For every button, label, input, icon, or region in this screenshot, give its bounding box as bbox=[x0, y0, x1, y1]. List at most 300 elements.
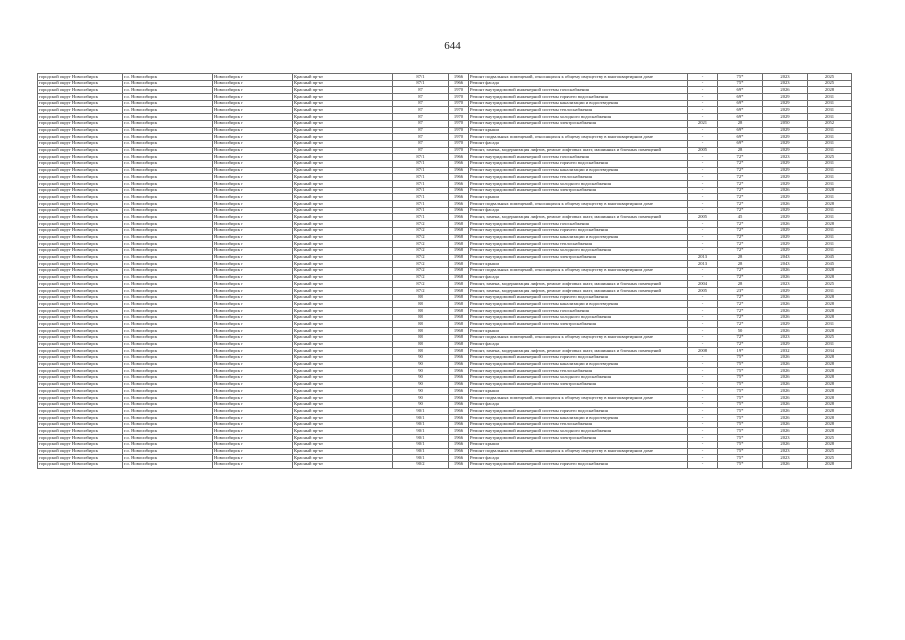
plan-end-cell: 2045 bbox=[808, 261, 852, 268]
year-cell: 1968 bbox=[449, 254, 469, 261]
house-cell: 87/1 bbox=[393, 174, 449, 181]
work-type-cell: Ремонт внутридомовой инженерной системы теплоснабжения bbox=[469, 368, 688, 375]
plan-start-cell: 2026 bbox=[763, 201, 808, 208]
wear-cell: 72* bbox=[718, 201, 763, 208]
plan-start-cell: 2026 bbox=[763, 274, 808, 281]
plan-end-cell: 2031 bbox=[808, 114, 852, 121]
wear-cell: 28 bbox=[718, 147, 763, 154]
wear-cell: 72* bbox=[718, 294, 763, 301]
work-type-cell: Ремонт фасада bbox=[469, 207, 688, 214]
year-cell: 1970 bbox=[449, 127, 469, 134]
work-type-cell: Ремонт фасада bbox=[469, 455, 688, 462]
year-cell: 1966 bbox=[449, 401, 469, 408]
table-row bbox=[38, 87, 852, 94]
street-cell: Красный пр-кт bbox=[293, 368, 393, 375]
house-cell: 90/1 bbox=[393, 448, 449, 455]
last-repair-year-cell: - bbox=[688, 207, 718, 214]
city-cell: Новосибирск г bbox=[213, 261, 293, 268]
plan-start-cell: 2026 bbox=[763, 267, 808, 274]
work-type-cell: Ремонт, замена, модернизация лифтов, ремонт лифтовых шахт, машинных и блочных помещений bbox=[469, 281, 688, 288]
year-cell: 1968 bbox=[449, 301, 469, 308]
wear-cell: 72* bbox=[718, 267, 763, 274]
last-repair-year-cell: - bbox=[688, 74, 718, 81]
street-cell: Красный пр-кт bbox=[293, 421, 393, 428]
city-short-cell: г.о. Новосибирск bbox=[123, 241, 213, 248]
work-type-cell: Ремонт внутридомовой инженерной системы теплоснабжения bbox=[469, 174, 688, 181]
house-cell: 88 bbox=[393, 341, 449, 348]
wear-cell: 75* bbox=[718, 461, 763, 468]
plan-end-cell: 2031 bbox=[808, 160, 852, 167]
plan-end-cell: 2031 bbox=[808, 174, 852, 181]
last-repair-year-cell: - bbox=[688, 241, 718, 248]
street-cell: Красный пр-кт bbox=[293, 354, 393, 361]
house-cell: 87 bbox=[393, 107, 449, 114]
table-row bbox=[38, 261, 852, 268]
city-cell: Новосибирск г bbox=[213, 401, 293, 408]
wear-cell: 75* bbox=[718, 368, 763, 375]
house-cell: 87/1 bbox=[393, 187, 449, 194]
plan-end-cell: 2028 bbox=[808, 374, 852, 381]
house-cell: 90 bbox=[393, 361, 449, 368]
work-type-cell: Ремонт, замена, модернизация лифтов, ремонт лифтовых шахт, машинных и блочных помещений bbox=[469, 348, 688, 355]
street-cell: Красный пр-кт bbox=[293, 435, 393, 442]
plan-end-cell: 2025 bbox=[808, 334, 852, 341]
district-cell: городской округ Новосибирск bbox=[38, 114, 123, 121]
city-short-cell: г.о. Новосибирск bbox=[123, 94, 213, 101]
city-cell: Новосибирск г bbox=[213, 328, 293, 335]
table-row bbox=[38, 254, 852, 261]
district-cell: городской округ Новосибирск bbox=[38, 174, 123, 181]
table-row bbox=[38, 214, 852, 221]
work-type-cell: Ремонт фасада bbox=[469, 274, 688, 281]
year-cell: 1966 bbox=[449, 160, 469, 167]
house-cell: 87 bbox=[393, 134, 449, 141]
wear-cell: 75* bbox=[718, 374, 763, 381]
wear-cell: 69* bbox=[718, 107, 763, 114]
last-repair-year-cell: - bbox=[688, 341, 718, 348]
work-type-cell: Ремонт внутридомовой инженерной системы электроснабжения bbox=[469, 381, 688, 388]
year-cell: 1968 bbox=[449, 294, 469, 301]
year-cell: 1966 bbox=[449, 428, 469, 435]
house-cell: 90/1 bbox=[393, 408, 449, 415]
last-repair-year-cell: - bbox=[688, 408, 718, 415]
last-repair-year-cell: - bbox=[688, 328, 718, 335]
plan-end-cell: 2028 bbox=[808, 415, 852, 422]
work-type-cell: Ремонт внутридомовой инженерной системы канализации и водоотведения bbox=[469, 167, 688, 174]
street-cell: Красный пр-кт bbox=[293, 441, 393, 448]
street-cell: Красный пр-кт bbox=[293, 80, 393, 87]
city-cell: Новосибирск г bbox=[213, 415, 293, 422]
city-cell: Новосибирск г bbox=[213, 274, 293, 281]
wear-cell: 23* bbox=[718, 288, 763, 295]
plan-start-cell: 2029 bbox=[763, 341, 808, 348]
street-cell: Красный пр-кт bbox=[293, 114, 393, 121]
plan-start-cell: 2029 bbox=[763, 207, 808, 214]
wear-cell: 72* bbox=[718, 274, 763, 281]
street-cell: Красный пр-кт bbox=[293, 94, 393, 101]
work-type-cell: Ремонт крыши bbox=[469, 127, 688, 134]
street-cell: Красный пр-кт bbox=[293, 227, 393, 234]
district-cell: городской округ Новосибирск bbox=[38, 415, 123, 422]
house-cell: 87 bbox=[393, 147, 449, 154]
work-type-cell: Ремонт внутридомовой инженерной системы газоснабжения bbox=[469, 308, 688, 315]
table-row bbox=[38, 187, 852, 194]
work-type-cell: Ремонт внутридомовой инженерной системы газоснабжения bbox=[469, 221, 688, 228]
year-cell: 1966 bbox=[449, 448, 469, 455]
plan-start-cell: 2026 bbox=[763, 441, 808, 448]
house-cell: 88 bbox=[393, 321, 449, 328]
work-type-cell: Ремонт внутридомовой инженерной системы канализации и водоотведения bbox=[469, 415, 688, 422]
last-repair-year-cell: - bbox=[688, 308, 718, 315]
house-cell: 87/1 bbox=[393, 201, 449, 208]
last-repair-year-cell: - bbox=[688, 154, 718, 161]
street-cell: Красный пр-кт bbox=[293, 187, 393, 194]
plan-end-cell: 2025 bbox=[808, 74, 852, 81]
house-cell: 87/2 bbox=[393, 221, 449, 228]
year-cell: 1970 bbox=[449, 87, 469, 94]
city-cell: Новосибирск г bbox=[213, 234, 293, 241]
table-row bbox=[38, 348, 852, 355]
street-cell: Красный пр-кт bbox=[293, 261, 393, 268]
city-cell: Новосибирск г bbox=[213, 107, 293, 114]
plan-start-cell: 2029 bbox=[763, 321, 808, 328]
wear-cell: 72* bbox=[718, 181, 763, 188]
last-repair-year-cell: - bbox=[688, 388, 718, 395]
work-type-cell: Ремонт внутридомовой инженерной системы электроснабжения bbox=[469, 321, 688, 328]
street-cell: Красный пр-кт bbox=[293, 328, 393, 335]
work-type-cell: Ремонт внутридомовой инженерной системы теплоснабжения bbox=[469, 107, 688, 114]
table-row bbox=[38, 408, 852, 415]
table-row bbox=[38, 274, 852, 281]
table-row bbox=[38, 301, 852, 308]
city-short-cell: г.о. Новосибирск bbox=[123, 174, 213, 181]
city-short-cell: г.о. Новосибирск bbox=[123, 461, 213, 468]
last-repair-year-cell: - bbox=[688, 227, 718, 234]
city-short-cell: г.о. Новосибирск bbox=[123, 455, 213, 462]
district-cell: городской округ Новосибирск bbox=[38, 408, 123, 415]
last-repair-year-cell: - bbox=[688, 321, 718, 328]
work-type-cell: Ремонт подвальных помещений, относящихся к общему имуществу в многоквартирном доме bbox=[469, 448, 688, 455]
house-cell: 87/2 bbox=[393, 281, 449, 288]
year-cell: 1970 bbox=[449, 134, 469, 141]
city-short-cell: г.о. Новосибирск bbox=[123, 334, 213, 341]
street-cell: Красный пр-кт bbox=[293, 395, 393, 402]
last-repair-year-cell: - bbox=[688, 167, 718, 174]
last-repair-year-cell: - bbox=[688, 354, 718, 361]
last-repair-year-cell: - bbox=[688, 421, 718, 428]
wear-cell: 69* bbox=[718, 114, 763, 121]
wear-cell: 72* bbox=[718, 234, 763, 241]
table-row bbox=[38, 154, 852, 161]
plan-end-cell: 2028 bbox=[808, 388, 852, 395]
last-repair-year-cell: - bbox=[688, 134, 718, 141]
wear-cell: 75* bbox=[718, 80, 763, 87]
table-row bbox=[38, 421, 852, 428]
plan-start-cell: 2026 bbox=[763, 401, 808, 408]
plan-start-cell: 2026 bbox=[763, 221, 808, 228]
year-cell: 1968 bbox=[449, 221, 469, 228]
wear-cell: 72* bbox=[718, 241, 763, 248]
district-cell: городской округ Новосибирск bbox=[38, 94, 123, 101]
wear-cell: 75* bbox=[718, 395, 763, 402]
wear-cell: 72* bbox=[718, 221, 763, 228]
work-type-cell: Ремонт, замена, модернизация лифтов, ремонт лифтовых шахт, машинных и блочных помещений bbox=[469, 147, 688, 154]
district-cell: городской округ Новосибирск bbox=[38, 227, 123, 234]
table-row bbox=[38, 127, 852, 134]
house-cell: 87/1 bbox=[393, 160, 449, 167]
table-row bbox=[38, 428, 852, 435]
plan-start-cell: 2026 bbox=[763, 388, 808, 395]
street-cell: Красный пр-кт bbox=[293, 267, 393, 274]
city-short-cell: г.о. Новосибирск bbox=[123, 127, 213, 134]
table-row bbox=[38, 114, 852, 121]
table-row bbox=[38, 368, 852, 375]
district-cell: городской округ Новосибирск bbox=[38, 221, 123, 228]
last-repair-year-cell: 2004 bbox=[688, 281, 718, 288]
plan-start-cell: 2026 bbox=[763, 308, 808, 315]
last-repair-year-cell: - bbox=[688, 221, 718, 228]
city-cell: Новосибирск г bbox=[213, 281, 293, 288]
plan-end-cell: 2031 bbox=[808, 234, 852, 241]
last-repair-year-cell: - bbox=[688, 160, 718, 167]
table-row bbox=[38, 328, 852, 335]
last-repair-year-cell: - bbox=[688, 114, 718, 121]
last-repair-year-cell: 2005 bbox=[688, 288, 718, 295]
street-cell: Красный пр-кт bbox=[293, 107, 393, 114]
district-cell: городской округ Новосибирск bbox=[38, 388, 123, 395]
city-short-cell: г.о. Новосибирск bbox=[123, 428, 213, 435]
wear-cell: 69* bbox=[718, 94, 763, 101]
plan-start-cell: 2029 bbox=[763, 234, 808, 241]
work-type-cell: Ремонт внутридомовой инженерной системы холодного водоснабжения bbox=[469, 247, 688, 254]
plan-start-cell: 2026 bbox=[763, 87, 808, 94]
city-short-cell: г.о. Новосибирск bbox=[123, 321, 213, 328]
house-cell: 87 bbox=[393, 120, 449, 127]
house-cell: 87/2 bbox=[393, 227, 449, 234]
district-cell: городской округ Новосибирск bbox=[38, 140, 123, 147]
wear-cell: 72* bbox=[718, 247, 763, 254]
house-cell: 88 bbox=[393, 308, 449, 315]
city-short-cell: г.о. Новосибирск bbox=[123, 234, 213, 241]
district-cell: городской округ Новосибирск bbox=[38, 74, 123, 81]
work-type-cell: Ремонт крыши bbox=[469, 194, 688, 201]
last-repair-year-cell: - bbox=[688, 194, 718, 201]
city-cell: Новосибирск г bbox=[213, 361, 293, 368]
year-cell: 1968 bbox=[449, 234, 469, 241]
work-type-cell: Ремонт фасада bbox=[469, 80, 688, 87]
work-type-cell: Ремонт, замена, модернизация лифтов, ремонт лифтовых шахт, машинных и блочных помещений bbox=[469, 288, 688, 295]
plan-end-cell: 2031 bbox=[808, 181, 852, 188]
plan-end-cell: 2031 bbox=[808, 227, 852, 234]
plan-end-cell: 2028 bbox=[808, 294, 852, 301]
year-cell: 1966 bbox=[449, 74, 469, 81]
street-cell: Красный пр-кт bbox=[293, 374, 393, 381]
wear-cell: 75* bbox=[718, 388, 763, 395]
plan-start-cell: 2026 bbox=[763, 461, 808, 468]
work-type-cell: Ремонт внутридомовой инженерной системы горячего водоснабжения bbox=[469, 461, 688, 468]
wear-cell: 50 bbox=[718, 328, 763, 335]
district-cell: городской округ Новосибирск bbox=[38, 120, 123, 127]
table-row bbox=[38, 221, 852, 228]
city-cell: Новосибирск г bbox=[213, 448, 293, 455]
year-cell: 1966 bbox=[449, 154, 469, 161]
last-repair-year-cell: - bbox=[688, 294, 718, 301]
house-cell: 87/2 bbox=[393, 254, 449, 261]
plan-start-cell: 2029 bbox=[763, 140, 808, 147]
district-cell: городской округ Новосибирск bbox=[38, 261, 123, 268]
city-cell: Новосибирск г bbox=[213, 461, 293, 468]
city-cell: Новосибирск г bbox=[213, 120, 293, 127]
table-row bbox=[38, 74, 852, 81]
city-cell: Новосибирск г bbox=[213, 194, 293, 201]
city-short-cell: г.о. Новосибирск bbox=[123, 187, 213, 194]
street-cell: Красный пр-кт bbox=[293, 181, 393, 188]
city-short-cell: г.о. Новосибирск bbox=[123, 348, 213, 355]
plan-end-cell: 2028 bbox=[808, 421, 852, 428]
plan-start-cell: 2029 bbox=[763, 214, 808, 221]
street-cell: Красный пр-кт bbox=[293, 274, 393, 281]
house-cell: 87/1 bbox=[393, 80, 449, 87]
district-cell: городской округ Новосибирск bbox=[38, 107, 123, 114]
plan-end-cell: 2034 bbox=[808, 348, 852, 355]
work-type-cell: Ремонт внутридомовой инженерной системы канализации и водоотведения bbox=[469, 234, 688, 241]
year-cell: 1966 bbox=[449, 167, 469, 174]
year-cell: 1966 bbox=[449, 388, 469, 395]
plan-end-cell: 2031 bbox=[808, 140, 852, 147]
last-repair-year-cell: - bbox=[688, 401, 718, 408]
city-short-cell: г.о. Новосибирск bbox=[123, 395, 213, 402]
plan-end-cell: 2031 bbox=[808, 341, 852, 348]
city-cell: Новосибирск г bbox=[213, 127, 293, 134]
district-cell: городской округ Новосибирск bbox=[38, 134, 123, 141]
year-cell: 1968 bbox=[449, 308, 469, 315]
last-repair-year-cell: - bbox=[688, 181, 718, 188]
work-type-cell: Ремонт внутридомовой инженерной системы электроснабжения bbox=[469, 435, 688, 442]
street-cell: Красный пр-кт bbox=[293, 241, 393, 248]
plan-start-cell: 2043 bbox=[763, 261, 808, 268]
plan-start-cell: 2029 bbox=[763, 167, 808, 174]
city-cell: Новосибирск г bbox=[213, 167, 293, 174]
last-repair-year-cell: - bbox=[688, 301, 718, 308]
district-cell: городской округ Новосибирск bbox=[38, 354, 123, 361]
city-cell: Новосибирск г bbox=[213, 247, 293, 254]
district-cell: городской округ Новосибирск bbox=[38, 87, 123, 94]
table-row bbox=[38, 120, 852, 127]
year-cell: 1966 bbox=[449, 187, 469, 194]
wear-cell: 69* bbox=[718, 140, 763, 147]
city-short-cell: г.о. Новосибирск bbox=[123, 254, 213, 261]
last-repair-year-cell: - bbox=[688, 428, 718, 435]
table-row bbox=[38, 194, 852, 201]
wear-cell: 75* bbox=[718, 448, 763, 455]
house-cell: 90/1 bbox=[393, 455, 449, 462]
year-cell: 1966 bbox=[449, 207, 469, 214]
city-cell: Новосибирск г bbox=[213, 267, 293, 274]
wear-cell: 75* bbox=[718, 455, 763, 462]
plan-end-cell: 2025 bbox=[808, 154, 852, 161]
city-short-cell: г.о. Новосибирск bbox=[123, 294, 213, 301]
district-cell: городской округ Новосибирск bbox=[38, 254, 123, 261]
work-type-cell: Ремонт внутридомовой инженерной системы горячего водоснабжения bbox=[469, 408, 688, 415]
year-cell: 1966 bbox=[449, 214, 469, 221]
work-type-cell: Ремонт внутридомовой инженерной системы горячего водоснабжения bbox=[469, 94, 688, 101]
table-row bbox=[38, 334, 852, 341]
city-short-cell: г.о. Новосибирск bbox=[123, 201, 213, 208]
work-type-cell: Ремонт крыши bbox=[469, 441, 688, 448]
street-cell: Красный пр-кт bbox=[293, 254, 393, 261]
wear-cell: 72* bbox=[718, 187, 763, 194]
work-type-cell: Ремонт внутридомовой инженерной системы холодного водоснабжения bbox=[469, 428, 688, 435]
work-type-cell: Ремонт внутридомовой инженерной системы горячего водоснабжения bbox=[469, 160, 688, 167]
plan-end-cell: 2028 bbox=[808, 274, 852, 281]
district-cell: городской округ Новосибирск bbox=[38, 267, 123, 274]
table-row bbox=[38, 435, 852, 442]
city-cell: Новосибирск г bbox=[213, 221, 293, 228]
district-cell: городской округ Новосибирск bbox=[38, 294, 123, 301]
plan-end-cell: 2031 bbox=[808, 107, 852, 114]
plan-end-cell: 2028 bbox=[808, 401, 852, 408]
page-number: 644 bbox=[444, 40, 461, 52]
year-cell: 1970 bbox=[449, 107, 469, 114]
street-cell: Красный пр-кт bbox=[293, 207, 393, 214]
plan-end-cell: 2045 bbox=[808, 254, 852, 261]
city-cell: Новосибирск г bbox=[213, 254, 293, 261]
plan-end-cell: 2028 bbox=[808, 328, 852, 335]
city-short-cell: г.о. Новосибирск bbox=[123, 374, 213, 381]
last-repair-year-cell: - bbox=[688, 435, 718, 442]
plan-end-cell: 2025 bbox=[808, 435, 852, 442]
plan-start-cell: 2026 bbox=[763, 408, 808, 415]
city-cell: Новосибирск г bbox=[213, 214, 293, 221]
year-cell: 1968 bbox=[449, 288, 469, 295]
year-cell: 1966 bbox=[449, 181, 469, 188]
plan-start-cell: 2026 bbox=[763, 368, 808, 375]
plan-end-cell: 2028 bbox=[808, 308, 852, 315]
year-cell: 1968 bbox=[449, 314, 469, 321]
plan-start-cell: 2023 bbox=[763, 80, 808, 87]
plan-end-cell: 2028 bbox=[808, 368, 852, 375]
table-body bbox=[38, 74, 852, 469]
table-row bbox=[38, 441, 852, 448]
year-cell: 1968 bbox=[449, 321, 469, 328]
city-short-cell: г.о. Новосибирск bbox=[123, 388, 213, 395]
capital-repair-table bbox=[37, 73, 852, 469]
city-cell: Новосибирск г bbox=[213, 348, 293, 355]
plan-end-cell: 2028 bbox=[808, 441, 852, 448]
plan-start-cell: 2043 bbox=[763, 254, 808, 261]
house-cell: 90 bbox=[393, 401, 449, 408]
plan-end-cell: 2031 bbox=[808, 127, 852, 134]
city-cell: Новосибирск г bbox=[213, 334, 293, 341]
year-cell: 1966 bbox=[449, 421, 469, 428]
city-cell: Новосибирск г bbox=[213, 241, 293, 248]
district-cell: городской округ Новосибирск bbox=[38, 441, 123, 448]
street-cell: Красный пр-кт bbox=[293, 74, 393, 81]
city-short-cell: г.о. Новосибирск bbox=[123, 107, 213, 114]
work-type-cell: Ремонт фасада bbox=[469, 401, 688, 408]
city-cell: Новосибирск г bbox=[213, 428, 293, 435]
table-row bbox=[38, 107, 852, 114]
house-cell: 87/1 bbox=[393, 214, 449, 221]
last-repair-year-cell: 2008 bbox=[688, 348, 718, 355]
city-short-cell: г.о. Новосибирск bbox=[123, 341, 213, 348]
plan-start-cell: 2023 bbox=[763, 455, 808, 462]
table-row bbox=[38, 448, 852, 455]
last-repair-year-cell: 2005 bbox=[688, 147, 718, 154]
street-cell: Красный пр-кт bbox=[293, 87, 393, 94]
district-cell: городской округ Новосибирск bbox=[38, 274, 123, 281]
plan-end-cell: 2028 bbox=[808, 301, 852, 308]
